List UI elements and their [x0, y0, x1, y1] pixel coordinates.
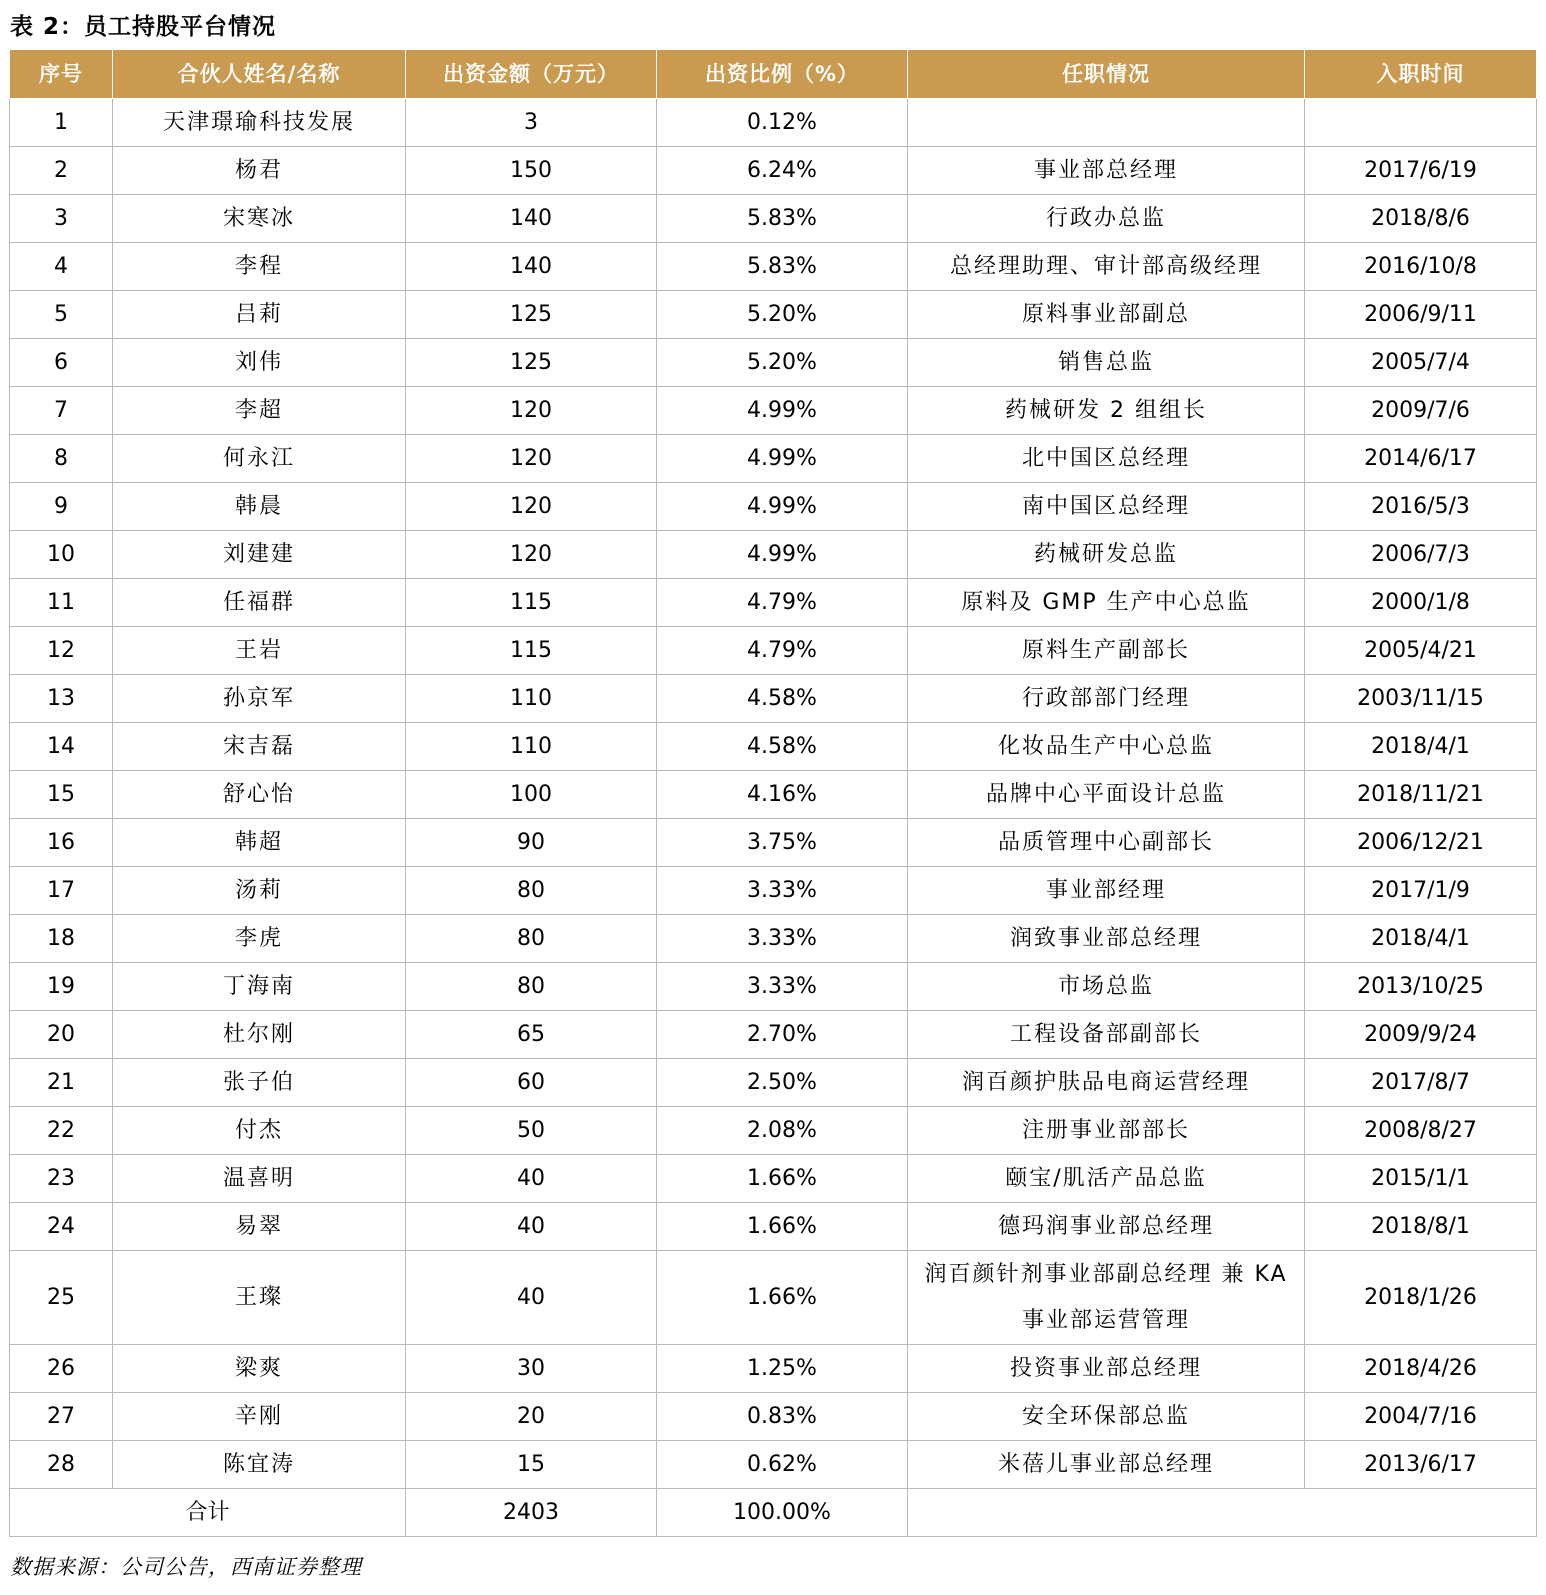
cell-amount: 115 — [406, 627, 657, 675]
cell-role: 行政办总监 — [908, 195, 1305, 243]
cell-role: 投资事业部总经理 — [908, 1345, 1305, 1393]
cell-name: 梁爽 — [113, 1345, 406, 1393]
table-row — [10, 243, 1537, 291]
cell-no: 1 — [10, 99, 113, 147]
cell-ratio: 3.33% — [657, 963, 908, 1011]
table-row — [10, 867, 1537, 915]
cell-date: 2004/7/16 — [1305, 1393, 1537, 1441]
cell-name: 温喜明 — [113, 1155, 406, 1203]
cell-date: 2016/10/8 — [1305, 243, 1537, 291]
cell-ratio: 3.33% — [657, 915, 908, 963]
cell-date: 2005/4/21 — [1305, 627, 1537, 675]
cell-ratio: 4.99% — [657, 435, 908, 483]
cell-role: 总经理助理、审计部高级经理 — [908, 243, 1305, 291]
cell-ratio: 1.25% — [657, 1345, 908, 1393]
employee-shareholding-table — [9, 49, 1537, 1537]
cell-role: 安全环保部总监 — [908, 1393, 1305, 1441]
table-row — [10, 627, 1537, 675]
cell-name: 易翠 — [113, 1203, 406, 1251]
cell-no: 22 — [10, 1107, 113, 1155]
cell-name: 杜尔刚 — [113, 1011, 406, 1059]
cell-name: 王岩 — [113, 627, 406, 675]
cell-no: 9 — [10, 483, 113, 531]
total-ratio: 100.00% — [657, 1489, 908, 1537]
total-row — [10, 1489, 1537, 1537]
cell-ratio: 2.08% — [657, 1107, 908, 1155]
table-title: 表 2：员工持股平台情况 — [10, 14, 277, 40]
table-row — [10, 579, 1537, 627]
cell-name: 天津璟瑜科技发展 — [113, 99, 406, 147]
cell-role: 原料及 GMP 生产中心总监 — [908, 579, 1305, 627]
table-row — [10, 1107, 1537, 1155]
cell-name: 辛刚 — [113, 1393, 406, 1441]
cell-role: 药械研发 2 组组长 — [908, 387, 1305, 435]
cell-amount: 50 — [406, 1107, 657, 1155]
cell-amount: 115 — [406, 579, 657, 627]
cell-no: 27 — [10, 1393, 113, 1441]
cell-no: 4 — [10, 243, 113, 291]
cell-amount: 15 — [406, 1441, 657, 1489]
cell-amount: 30 — [406, 1345, 657, 1393]
cell-date: 2018/11/21 — [1305, 771, 1537, 819]
cell-ratio: 4.58% — [657, 675, 908, 723]
cell-name: 李超 — [113, 387, 406, 435]
cell-name: 宋寒冰 — [113, 195, 406, 243]
cell-amount: 140 — [406, 243, 657, 291]
cell-ratio: 4.79% — [657, 579, 908, 627]
table-row — [10, 387, 1537, 435]
cell-role: 工程设备部副部长 — [908, 1011, 1305, 1059]
cell-no: 10 — [10, 531, 113, 579]
cell-no: 12 — [10, 627, 113, 675]
cell-date: 2006/12/21 — [1305, 819, 1537, 867]
cell-role: 润百颜针剂事业部副总经理 兼 KA 事业部运营管理 — [908, 1251, 1305, 1345]
cell-name: 任福群 — [113, 579, 406, 627]
table-row — [10, 1345, 1537, 1393]
cell-no: 18 — [10, 915, 113, 963]
cell-date: 2006/7/3 — [1305, 531, 1537, 579]
cell-ratio: 4.16% — [657, 771, 908, 819]
cell-amount: 110 — [406, 723, 657, 771]
cell-name: 李虎 — [113, 915, 406, 963]
cell-name: 王璨 — [113, 1251, 406, 1345]
header-ratio: 出资比例（%） — [657, 50, 908, 99]
cell-amount: 60 — [406, 1059, 657, 1107]
cell-amount: 65 — [406, 1011, 657, 1059]
cell-role: 德玛润事业部总经理 — [908, 1203, 1305, 1251]
total-label: 合计 — [10, 1489, 406, 1537]
cell-date: 2005/7/4 — [1305, 339, 1537, 387]
cell-date: 2017/1/9 — [1305, 867, 1537, 915]
cell-ratio: 1.66% — [657, 1251, 908, 1345]
cell-role: 化妆品生产中心总监 — [908, 723, 1305, 771]
cell-role: 南中国区总经理 — [908, 483, 1305, 531]
table-row — [10, 1155, 1537, 1203]
cell-role: 原料事业部副总 — [908, 291, 1305, 339]
cell-ratio: 0.83% — [657, 1393, 908, 1441]
cell-role: 市场总监 — [908, 963, 1305, 1011]
cell-date: 2014/6/17 — [1305, 435, 1537, 483]
cell-date: 2018/4/26 — [1305, 1345, 1537, 1393]
cell-ratio: 3.33% — [657, 867, 908, 915]
header-date: 入职时间 — [1305, 50, 1537, 99]
cell-role: 事业部总经理 — [908, 147, 1305, 195]
cell-amount: 140 — [406, 195, 657, 243]
total-empty — [908, 1489, 1537, 1537]
cell-no: 28 — [10, 1441, 113, 1489]
cell-role: 原料生产副部长 — [908, 627, 1305, 675]
cell-ratio: 3.75% — [657, 819, 908, 867]
cell-date: 2006/9/11 — [1305, 291, 1537, 339]
table-row — [10, 723, 1537, 771]
cell-name: 陈宜涛 — [113, 1441, 406, 1489]
cell-date: 2008/8/27 — [1305, 1107, 1537, 1155]
cell-amount: 80 — [406, 915, 657, 963]
cell-date: 2000/1/8 — [1305, 579, 1537, 627]
cell-date: 2018/8/6 — [1305, 195, 1537, 243]
cell-role: 药械研发总监 — [908, 531, 1305, 579]
cell-ratio: 0.62% — [657, 1441, 908, 1489]
cell-no: 5 — [10, 291, 113, 339]
table-row — [10, 291, 1537, 339]
header-no: 序号 — [10, 50, 113, 99]
cell-date: 2017/8/7 — [1305, 1059, 1537, 1107]
cell-no: 7 — [10, 387, 113, 435]
cell-date: 2013/6/17 — [1305, 1441, 1537, 1489]
cell-no: 8 — [10, 435, 113, 483]
cell-role: 米蓓儿事业部总经理 — [908, 1441, 1305, 1489]
cell-role: 颐宝/肌活产品总监 — [908, 1155, 1305, 1203]
header-amount: 出资金额（万元） — [406, 50, 657, 99]
cell-ratio: 5.83% — [657, 195, 908, 243]
cell-name: 舒心怡 — [113, 771, 406, 819]
cell-role: 品牌中心平面设计总监 — [908, 771, 1305, 819]
cell-ratio: 5.83% — [657, 243, 908, 291]
cell-amount: 120 — [406, 483, 657, 531]
table-row — [10, 435, 1537, 483]
cell-amount: 40 — [406, 1155, 657, 1203]
cell-no: 15 — [10, 771, 113, 819]
cell-amount: 90 — [406, 819, 657, 867]
cell-no: 26 — [10, 1345, 113, 1393]
cell-date: 2003/11/15 — [1305, 675, 1537, 723]
cell-amount: 40 — [406, 1251, 657, 1345]
cell-ratio: 5.20% — [657, 339, 908, 387]
source-note: 数据来源：公司公告，西南证券整理 — [10, 1555, 362, 1579]
cell-name: 杨君 — [113, 147, 406, 195]
cell-ratio: 4.99% — [657, 483, 908, 531]
total-amount: 2403 — [406, 1489, 657, 1537]
cell-name: 宋吉磊 — [113, 723, 406, 771]
cell-amount: 120 — [406, 531, 657, 579]
cell-name: 吕莉 — [113, 291, 406, 339]
cell-no: 3 — [10, 195, 113, 243]
header-name: 合伙人姓名/名称 — [113, 50, 406, 99]
table-row — [10, 1203, 1537, 1251]
cell-name: 刘建建 — [113, 531, 406, 579]
table-row — [10, 1059, 1537, 1107]
cell-no: 11 — [10, 579, 113, 627]
table-row — [10, 915, 1537, 963]
cell-role: 注册事业部部长 — [908, 1107, 1305, 1155]
cell-name: 汤莉 — [113, 867, 406, 915]
cell-no: 2 — [10, 147, 113, 195]
cell-role: 北中国区总经理 — [908, 435, 1305, 483]
cell-no: 25 — [10, 1251, 113, 1345]
cell-amount: 150 — [406, 147, 657, 195]
cell-amount: 110 — [406, 675, 657, 723]
cell-date — [1305, 99, 1537, 147]
cell-no: 23 — [10, 1155, 113, 1203]
cell-no: 6 — [10, 339, 113, 387]
table-row — [10, 483, 1537, 531]
cell-amount: 20 — [406, 1393, 657, 1441]
cell-no: 21 — [10, 1059, 113, 1107]
cell-no: 20 — [10, 1011, 113, 1059]
table-row — [10, 1441, 1537, 1489]
cell-name: 李程 — [113, 243, 406, 291]
cell-amount: 120 — [406, 387, 657, 435]
cell-amount: 80 — [406, 867, 657, 915]
cell-name: 韩晨 — [113, 483, 406, 531]
cell-date: 2009/9/24 — [1305, 1011, 1537, 1059]
cell-no: 17 — [10, 867, 113, 915]
cell-amount: 3 — [406, 99, 657, 147]
cell-ratio: 4.99% — [657, 531, 908, 579]
cell-date: 2017/6/19 — [1305, 147, 1537, 195]
table-body — [10, 99, 1537, 1537]
cell-no: 14 — [10, 723, 113, 771]
table-header-row — [10, 50, 1537, 99]
cell-ratio: 1.66% — [657, 1155, 908, 1203]
cell-role: 销售总监 — [908, 339, 1305, 387]
cell-date: 2018/8/1 — [1305, 1203, 1537, 1251]
cell-name: 刘伟 — [113, 339, 406, 387]
cell-amount: 120 — [406, 435, 657, 483]
cell-no: 16 — [10, 819, 113, 867]
table-row — [10, 1011, 1537, 1059]
cell-ratio: 5.20% — [657, 291, 908, 339]
table-row — [10, 963, 1537, 1011]
cell-role: 品质管理中心副部长 — [908, 819, 1305, 867]
cell-date: 2016/5/3 — [1305, 483, 1537, 531]
cell-role: 润百颜护肤品电商运营经理 — [908, 1059, 1305, 1107]
header-role: 任职情况 — [908, 50, 1305, 99]
cell-date: 2013/10/25 — [1305, 963, 1537, 1011]
cell-ratio: 0.12% — [657, 99, 908, 147]
cell-no: 19 — [10, 963, 113, 1011]
cell-ratio: 1.66% — [657, 1203, 908, 1251]
cell-date: 2009/7/6 — [1305, 387, 1537, 435]
table-row — [10, 99, 1537, 147]
cell-role: 行政部部门经理 — [908, 675, 1305, 723]
cell-no: 24 — [10, 1203, 113, 1251]
cell-name: 孙京军 — [113, 675, 406, 723]
table-row — [10, 531, 1537, 579]
cell-name: 韩超 — [113, 819, 406, 867]
table-row — [10, 1393, 1537, 1441]
cell-no: 13 — [10, 675, 113, 723]
table-row — [10, 1251, 1537, 1345]
cell-name: 张子伯 — [113, 1059, 406, 1107]
cell-amount: 80 — [406, 963, 657, 1011]
table-row — [10, 339, 1537, 387]
cell-name: 付杰 — [113, 1107, 406, 1155]
cell-amount: 125 — [406, 339, 657, 387]
table-row — [10, 195, 1537, 243]
cell-role: 润致事业部总经理 — [908, 915, 1305, 963]
cell-amount: 40 — [406, 1203, 657, 1251]
cell-ratio: 4.99% — [657, 387, 908, 435]
cell-date: 2018/4/1 — [1305, 915, 1537, 963]
cell-amount: 125 — [406, 291, 657, 339]
table-row — [10, 771, 1537, 819]
table-row — [10, 147, 1537, 195]
cell-ratio: 4.79% — [657, 627, 908, 675]
cell-role: 事业部经理 — [908, 867, 1305, 915]
cell-ratio: 4.58% — [657, 723, 908, 771]
table-row — [10, 675, 1537, 723]
cell-date: 2018/1/26 — [1305, 1251, 1537, 1345]
cell-name: 何永江 — [113, 435, 406, 483]
cell-ratio: 2.70% — [657, 1011, 908, 1059]
cell-role — [908, 99, 1305, 147]
cell-amount: 100 — [406, 771, 657, 819]
cell-ratio: 2.50% — [657, 1059, 908, 1107]
cell-date: 2018/4/1 — [1305, 723, 1537, 771]
table-row — [10, 819, 1537, 867]
cell-date: 2015/1/1 — [1305, 1155, 1537, 1203]
cell-name: 丁海南 — [113, 963, 406, 1011]
cell-ratio: 6.24% — [657, 147, 908, 195]
